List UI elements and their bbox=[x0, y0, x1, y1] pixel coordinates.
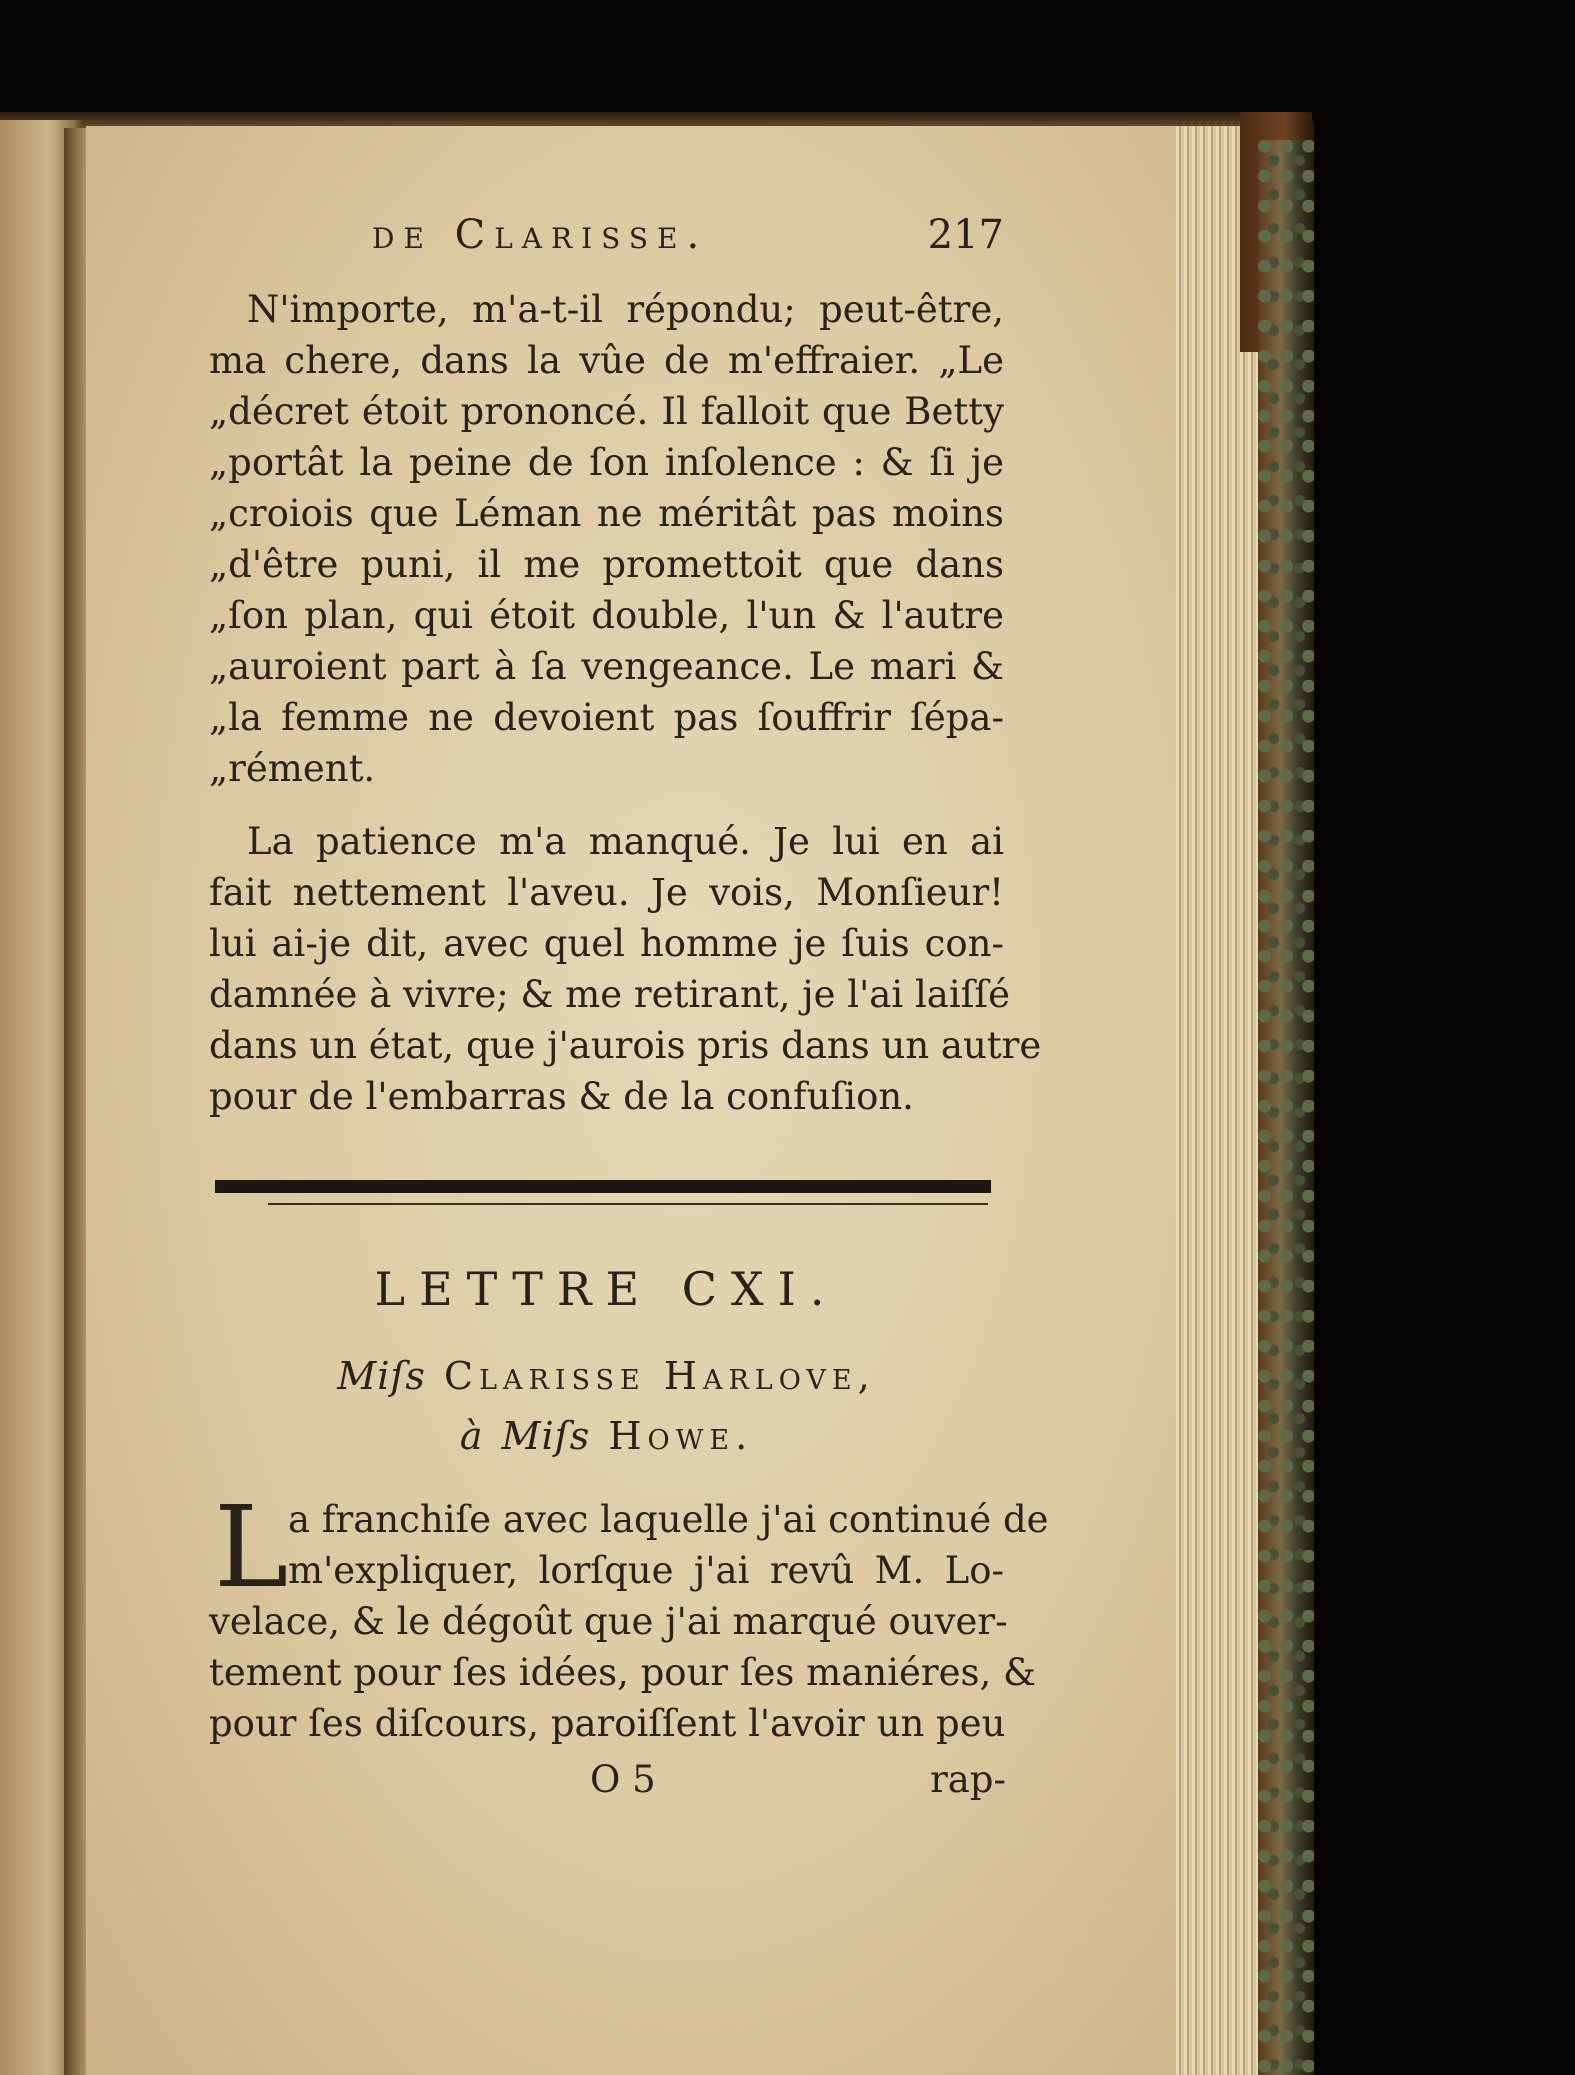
recipient-preposition: à bbox=[459, 1414, 484, 1458]
text-line: „croiois que Léman ne méritât pas moins bbox=[209, 492, 1004, 535]
text-line: damnée à vivre; & me retirant, je l'ai laiſſé bbox=[209, 973, 1010, 1016]
text-line: a franchiſe avec laquelle j'ai continué de bbox=[288, 1498, 1049, 1541]
text-line: La patience m'a manqué. Je lui en ai bbox=[247, 820, 1004, 863]
sender-title: Miſs bbox=[337, 1354, 426, 1398]
drop-cap: L bbox=[214, 1483, 289, 1613]
text-line: „auroient part à ſa vengeance. Le mari & bbox=[209, 645, 1004, 688]
paragraph-2 bbox=[209, 816, 1042, 1122]
recipient-title: Miſs bbox=[501, 1414, 591, 1458]
text-line: ma chere, dans la vûe de m'effraier. „Le bbox=[209, 339, 1004, 382]
page-footer bbox=[590, 1758, 1006, 1808]
sender-line bbox=[209, 1354, 1004, 1398]
text-line: lui ai-je dit, avec quel homme je ſuis con- bbox=[209, 922, 1004, 965]
text-line: N'importe, m'a-t-il répondu; peut-être, bbox=[247, 288, 1004, 331]
text-line: „ſon plan, qui étoit double, l'un & l'autre bbox=[209, 594, 1004, 637]
catchword: rap- bbox=[930, 1758, 1006, 1801]
page-number: 217 bbox=[927, 212, 1004, 258]
text-line: „la femme ne devoient pas ſouffrir ſépa- bbox=[209, 696, 1004, 739]
text-line: „d'être puni, il me promettoit que dans bbox=[209, 543, 1004, 586]
text-line: fait nettement l'aveu. Je vois, Monſieur! bbox=[209, 871, 1004, 914]
paragraph-3-opening bbox=[288, 1494, 1049, 1596]
ornamental-rule bbox=[215, 1180, 991, 1193]
text-line: velace, & le dégoût que j'ai marqué ouver- bbox=[209, 1600, 1008, 1643]
text-line: „décret étoit prononcé. Il falloit que Betty bbox=[209, 390, 1004, 433]
text-line: tement pour ſes idées, pour ſes maniéres, & bbox=[209, 1651, 1036, 1694]
text-line: dans un état, que j'aurois pris dans un autre bbox=[209, 1024, 1042, 1067]
text-line: „portât la peine de ſon inſolence : & ſi je bbox=[209, 441, 1004, 484]
running-head-title: de Clarisse. bbox=[372, 212, 709, 258]
letter-heading: LETTRE CXI. bbox=[374, 1262, 839, 1316]
text-line: „rément. bbox=[209, 747, 376, 790]
text-line: pour de l'embarras & de la confuſion. bbox=[209, 1075, 914, 1118]
recipient-name: Howe. bbox=[608, 1414, 754, 1458]
text-line: pour ſes diſcours, paroiſſent l'avoir un peu bbox=[209, 1702, 1006, 1745]
paragraph-3 bbox=[209, 1596, 1036, 1749]
paragraph-1 bbox=[209, 284, 1004, 794]
running-head bbox=[372, 212, 1004, 262]
sender-name: Clarisse Harlove, bbox=[444, 1354, 876, 1398]
signature-mark: O 5 bbox=[590, 1758, 656, 1801]
text-line: m'expliquer, lorſque j'ai revû M. Lo- bbox=[288, 1549, 1004, 1592]
rule-hairline bbox=[268, 1203, 988, 1205]
recipient-line bbox=[209, 1414, 1004, 1458]
